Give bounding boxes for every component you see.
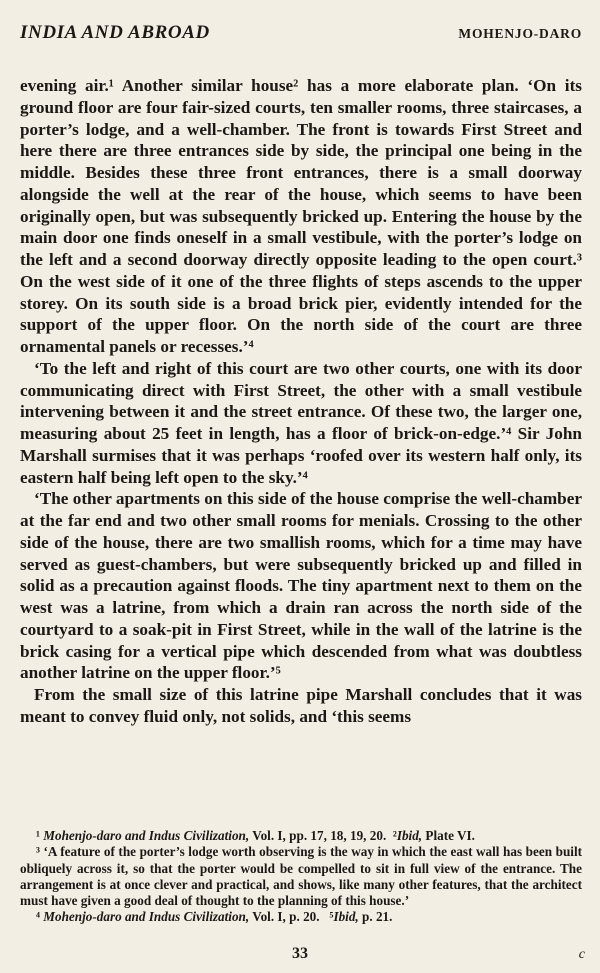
running-head-right: MOHENJO-DARO <box>458 26 582 41</box>
page-number: 33 <box>292 945 308 962</box>
signature-mark: c <box>578 947 585 962</box>
footnote-4-5 <box>20 909 582 925</box>
running-head-left: INDIA AND ABROAD <box>20 22 210 43</box>
footnote-4-title: Mohenjo-daro and Indus Civilization, <box>43 909 250 925</box>
paragraph-1: evening air.¹ Another similar house² has a more elaborate plan. ‘On its ground floor are four fair-sized courts, ten smaller rooms, three staircases, a porter’s lodge, and a well-chamber. The front is towards First Street and here there are three entrances side by side, the principal one being in the middle. Besides these three front entrances, there is a small doorway alongside the well at the rear of the house, which seems to have been originally open, but was subsequently bricked up. Entering the house by the main door one finds oneself in a small vestibule, with the porter’s lodge on the left and a second doorway directly opposite leading to the open court.³ On the west side of it one of the three flights of steps ascends to the upper storey. On its south side is a broad brick pier, evidently intended for the support of the upper floor. On the north side of the court are three ornamental panels or recesses.’⁴ <box>20 76 582 356</box>
footnote-2-marker: ² <box>392 828 397 843</box>
footnote-1-rest: Vol. I, pp. 17, 18, 19, 20. <box>249 828 387 843</box>
footnote-5-ibid: Ibid, <box>333 909 359 925</box>
footnote-5-rest: p. 21. <box>358 909 393 925</box>
main-text <box>20 75 582 728</box>
footnote-4-marker: ⁴ <box>36 909 40 925</box>
running-header <box>20 22 582 48</box>
footnote-1-marker: ¹ <box>36 828 40 843</box>
footnote-5-marker: ⁵ <box>329 909 334 925</box>
paragraph-2: ‘To the left and right of this court are two other courts, one with its door communicating direct with First Street, the other with a small vestibule intervening between it and the street entrance. Of these two, the larger one, measuring about 25 feet in length, has a floor of brick-on-edge.’⁴ Sir John Marshall surmises that it was perhaps ‘roofed over its western half only, its eastern half being left open to the sky.’⁴ <box>20 358 582 487</box>
footnote-4-rest: Vol. I, p. 20. <box>249 909 320 925</box>
footnote-1-2 <box>20 828 582 844</box>
paragraph-4: From the small size of this latrine pipe Marshall concludes that it was meant to convey fluid only, not solids, and ‘this seems <box>20 685 582 726</box>
footnotes <box>20 828 582 926</box>
paragraph-3: ‘The other apartments on this side of the house comprise the well-chamber at the far end and two other small rooms for menials. Crossing to the other side of the house, there are two smallish rooms, which for a time may have served as guest-chambers, but were subsequently bricked up and filled in solid as a precaution against floods. The tiny apartment next to them on the west was a latrine, from which a drain ran across the north side of the courtyard to a soak-pit in First Street, while in the wall of the latrine is the brick casing for a vertical pipe which descended from what was doubtless another latrine on the upper floor.’⁵ <box>20 489 582 683</box>
footnote-2-ibid: Ibid, <box>396 828 423 843</box>
footnote-2-rest: Plate VI. <box>422 828 475 843</box>
footnote-1-title: Mohenjo-daro and Indus Civilization, <box>43 828 250 843</box>
footnote-3: ³ ‘A feature of the porter’s lodge worth observing is the way in which the east wall has been built obliquely across it, so that the porter would be compelled to sit in full view of the entrance. The arrangement is at once clever and practical, and shows, like many other features, that the architect must have given a good deal of thought to the planning of this house.’ <box>20 844 582 909</box>
